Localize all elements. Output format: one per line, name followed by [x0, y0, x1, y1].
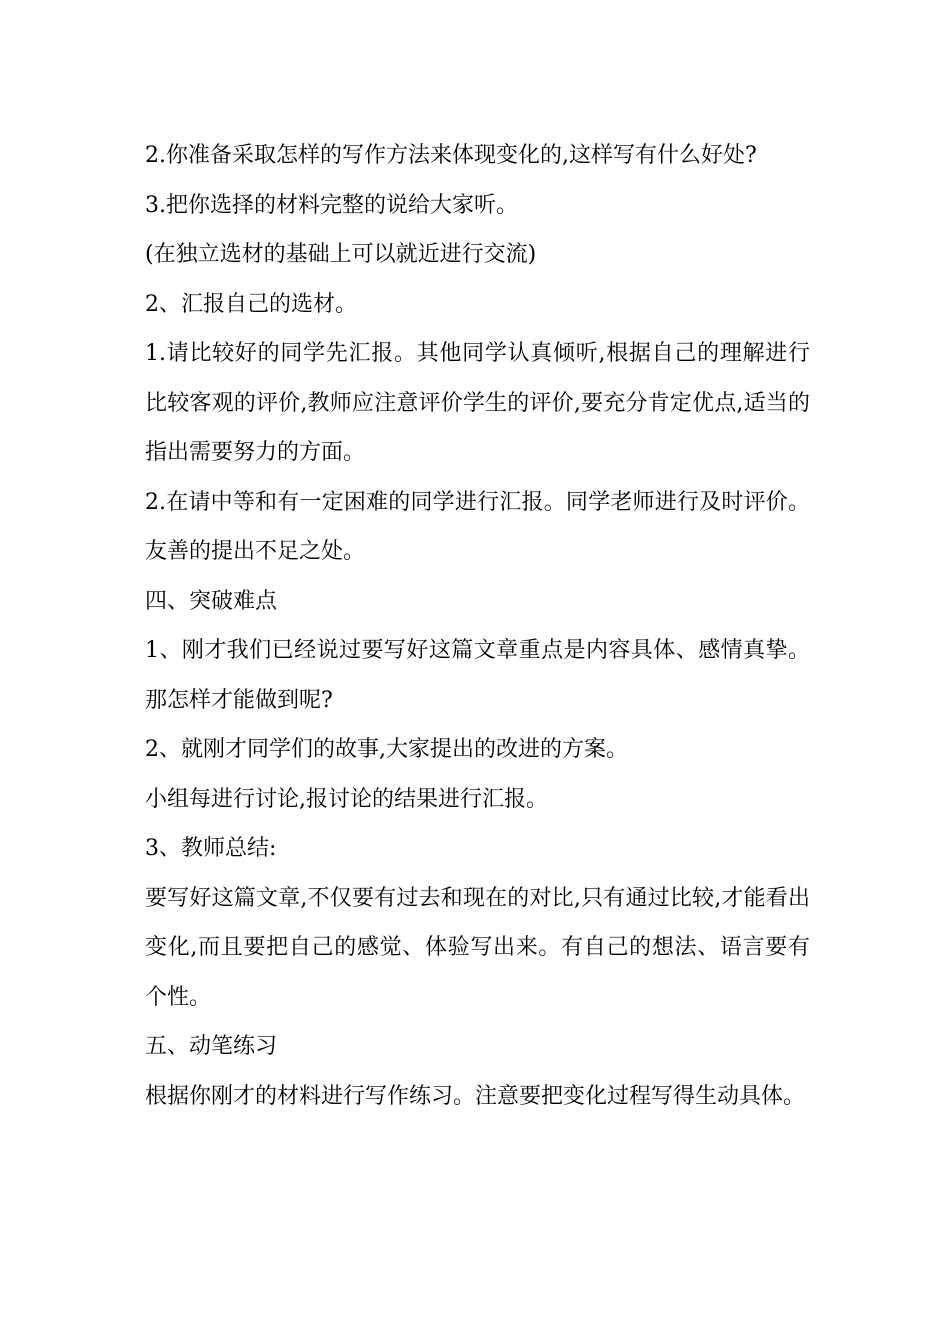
paragraph-teacher-summary: 要写好这篇文章,不仅要有过去和现在的对比,只有通过比较,才能看出变化,而且要把自己的感觉、体验写出来。有自己的想法、语言要有个性。 — [145, 885, 810, 1010]
document-body — [145, 131, 810, 1121]
section-heading-breakthrough: 四、突破难点 — [145, 588, 278, 614]
paragraph-teacher-summary-heading: 3、教师总结: — [145, 836, 277, 861]
section-heading-practice: 五、动笔练习 — [145, 1034, 278, 1059]
paragraph-tell-material: 3.把你选择的材料完整的说给大家听。 — [145, 192, 518, 218]
paragraph-middle-students-report: 2.在请中等和有一定困难的同学进行汇报。同学老师进行及时评价。友善的提出不足之处。 — [145, 489, 810, 564]
paragraph-key-points: 1、刚才我们已经说过要写好这篇文章重点是内容具体、感情真挚。那怎样才能做到呢? — [145, 638, 810, 713]
paragraph-report-heading: 2、汇报自己的选材。 — [145, 291, 357, 317]
paragraph-group-discussion: 小组每进行讨论,报讨论的结果进行汇报。 — [145, 786, 548, 812]
paragraph-good-students-report: 1.请比较好的同学先汇报。其他同学认真倾听,根据自己的理解进行比较客观的评价,教师应注意评价学生的评价,要充分肯定优点,适当的指出需要努力的方面。 — [145, 341, 810, 465]
paragraph-writing-practice: 根据你刚才的材料进行写作练习。注意要把变化过程写得生动具体。 — [145, 1083, 806, 1109]
paragraph-writing-method-question: 2.你准备采取怎样的写作方法来体现变化的,这样写有什么好处? — [145, 143, 757, 168]
paragraph-improvement-plan: 2、就刚才同学们的故事,大家提出的改进的方案。 — [145, 737, 628, 762]
paragraph-exchange-note: (在独立选材的基础上可以就近进行交流) — [145, 242, 537, 267]
